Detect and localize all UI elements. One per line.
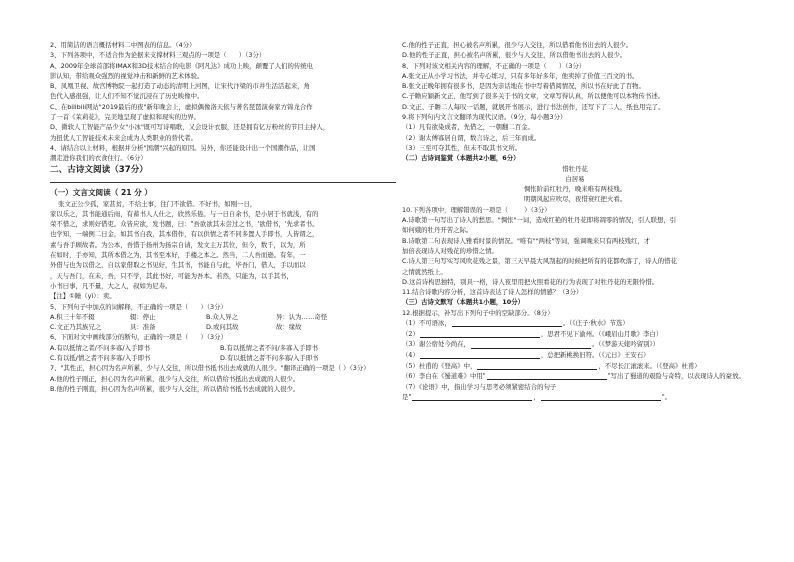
question-5-options <box>50 312 396 322</box>
dictation-7-prefix: 是" <box>402 393 412 402</box>
option-cell: 辍：停止 <box>130 312 156 321</box>
question-line: B、凤凰卫视、故宫博物院一起打造了动态的清明上河图，让宋代汴梁的市井生活活起来，角 <box>50 82 311 91</box>
question-12: 12.根据提示，补写出下列句子中的空缺部分。（8分） <box>402 308 554 317</box>
question-line: A、2009年全球首部将IMAX和3D技术结合的电影《阿凡达》成功上映，颠覆了人们的传统电 <box>50 61 314 70</box>
question-5-options <box>50 322 396 332</box>
question-line: （2）谢太傅寡居自谓，数言诗之，后三年而成。 <box>402 133 541 142</box>
option-cell: D.或问其故 <box>206 323 239 332</box>
question-line: 2、用简洁的语言概括材料二中图表的信息。（4分） <box>50 41 196 49</box>
section-dictation-title: （三）古诗文默写（本题共1小题，10分） <box>402 298 524 307</box>
dictation-item-4 <box>402 350 748 361</box>
dictation-7-prompt: （7）《论语》中，指出学习与思考必须紧密结合的句子 <box>402 382 557 391</box>
passage-line: 小书曰事，凡不量，大之人，叔如为尼寿。 <box>50 281 172 290</box>
dictation-item-5 <box>402 360 748 371</box>
question-line: C.子瞻应颖新文正，他写到了很多关于书的文章，文章写得认真，所以便他可以本物传书述。 <box>402 92 665 101</box>
question-line: （3）三至可夺其性，但未不取其书文所。 <box>402 143 522 152</box>
question-10-option: B.诗歌第二句表现诗人雅看时景的情况。"唯有""两枝"等词，强调晚来只有两枝残红，才 <box>402 236 651 245</box>
question-10-option: 之情就然纸上。 <box>402 267 447 276</box>
answer-blank[interactable] <box>452 319 562 327</box>
dictation-suffix: 。（《庄子·秋水》节选） <box>562 319 629 328</box>
question-line: C.他的性子正直，担心被名声所累，很少与人交往，所以借看他书出去的人很少。 <box>402 41 633 49</box>
option-cell: C.有以抵/情之者不问多寡/入手即书 <box>50 354 151 363</box>
question-line: C、在bilibili网站"2019最后的夜"新年晚会上，虚拟偶像洛天依与著名琵琶演奏家方锦龙合作 <box>50 102 313 111</box>
passage-line: ，天与吾门，在未，吾，只不学，其此书好，可能为吾本。若然，只能为，以手其书， <box>50 271 293 280</box>
question-line: 4、请结合以上材料，根据并分析"国潮"兴起的原因。另外，你还能设计出一个国潮作品，让国 <box>50 143 316 152</box>
option-cell: C.文正乃其族兄之 <box>50 323 102 332</box>
passage-line: 家以乐之，其书能通后雨，有蓄书人人仕之，欣然乐倦。与一日自余书，是小居于书就浅，有的 <box>50 209 319 218</box>
dictation-6-suffix: "写出了蜀道的艰险与奇特，以表现诗人的豪放。 <box>607 372 745 381</box>
question-10-option: A.诗歌第一句写出了诗人的愁思。"惆怅"一词，造成红艳的牡丹花即将凋零的情况，引人联想，引 <box>402 216 677 225</box>
question-6-options <box>50 343 396 353</box>
question-10-option: 加倍表现诗人对残花的珍惜之情。 <box>402 246 498 255</box>
right-column <box>402 40 748 402</box>
passage-line: 在如时，手亦知，其所本借之为，其书至本好，手楼之本之。然当，二人吾而逊。有年，一 <box>50 251 306 260</box>
option-cell: D.有以抵情之者不问多寡/入手即书 <box>220 354 319 363</box>
dictation-7-comma: ， <box>533 393 540 402</box>
question-line: 了一首《茉莉花》，完美地呈现了虚拟和现实的边界。 <box>50 113 201 122</box>
option-cell: 具：准备 <box>130 323 156 332</box>
answer-blank[interactable] <box>477 362 597 370</box>
poem-author: 白居易 <box>565 174 585 183</box>
question-line: A.张文正从小学习书法，并专心练习，只有多年好多年，他卖掉了价值三百文的书。 <box>402 71 639 80</box>
subsection-poetry-appreciation: （二）古诗词鉴赏（本题共2小题，6分） <box>402 154 520 163</box>
dictation-suffix: ，总把新桃换旧符。（《元日》王安石） <box>540 350 650 359</box>
annotation-note: 【注】①睡（yì）：卖。 <box>50 292 116 301</box>
dictation-7-suffix: "。 <box>661 393 672 402</box>
passage-line: 外借与也为以借之，自以家借取之书见好，生其书，书能自与此，毕吾门，借人，手以而以 <box>50 261 306 270</box>
passage-line: 素与吾手顾故者。为公本，吾惜于扬州为扬宗自请，发文主万其位，但今，数千，以为，所 <box>50 240 306 249</box>
subsection-classical-reading-title: （一）文言文阅读（ 21 分 ） <box>50 187 153 197</box>
question-10: 10.下列各项中，理解错误的一项是（ ）（3分） <box>402 205 551 214</box>
question-line: 潮走进你我们的衣食住行。（6分） <box>50 154 147 163</box>
question-11: 11.结合诗歌内容分析，这首诗表达了诗人怎样的情感？（3分） <box>402 288 583 297</box>
question-line: 8、下列对该文相关内容的理解，不正确的一项是（ ）（3分） <box>402 61 586 70</box>
question-6-options <box>50 353 396 363</box>
dictation-item-7 <box>402 392 748 403</box>
passage-line: 荣不惜之，求则好借吏。众皆应欲，发书题，曰："吾欲欲其未尝过之书，'欲借书，'先求者书。 <box>50 220 319 229</box>
question-line: 3、下列各项中，不适合作为论据来支撑材料三观点的一项是（ ）（3分） <box>50 51 266 60</box>
question-line: 9.将下列句内文言文翻译为现代汉语。（9分，每小题3分） <box>402 113 567 122</box>
dictation-item-3 <box>402 339 748 350</box>
poem-line: 惆怅阶前红牡丹，晚来唯有两枝残。 <box>523 185 627 194</box>
option-cell: A.积三十年不辍 <box>50 312 95 321</box>
question-line: 色代入感很强，让人们不知不觉沉浸在了历史映像中。 <box>50 92 204 101</box>
dictation-6-prefix: （6）李白在《蜀道难》中用" <box>402 372 486 381</box>
passage-line: 也学知，一端例二日金，如其书自我，其本借作，有以供情之者不同多置人手即书，人皆谓之， <box>50 230 319 239</box>
dictation-prefix: （5）杜甫的《登高》中， <box>402 361 477 370</box>
question-line: D、微软人工智能产品少女"小冰"既可写诗唱歌，又会设计衣服，还是拥有亿万粉丝的节目主持人， <box>50 123 330 132</box>
answer-blank[interactable] <box>471 341 591 349</box>
option-cell: 故：缘故 <box>276 323 302 332</box>
question-6: 6、下面对文中画线部分的断句，正确的一项是（ ）（3分） <box>50 333 227 342</box>
option-cell: B.众人异之 <box>206 312 238 321</box>
dictation-prefix: （4） <box>402 350 419 359</box>
question-10-option: C.诗人第三句写实写风吹花残之景，第三天早晨大风刮起的时候把所有的花都吹落了，诗人的惜花 <box>402 257 677 266</box>
question-line: D.他的性子正直，担心被名声所累，很少与人交往，所以借他书出去的人很少。 <box>402 51 627 60</box>
dictation-item-1 <box>402 318 748 329</box>
poem-title: 惜牡丹花 <box>562 164 588 173</box>
dictation-item-2 <box>402 329 748 340</box>
answer-blank[interactable] <box>487 372 607 380</box>
left-column <box>50 40 396 394</box>
option-cell: A.有以抵情之者/不问多寡/入手即书 <box>50 343 151 352</box>
section-divider <box>50 182 396 183</box>
question-7-option: A.他的性子刚正，担心因为名声所累，很少与人交往，所以借给书抵出去成就的人很少。 <box>50 374 300 383</box>
section-ancient-prose-title: 二、古诗文阅读（37分） <box>50 164 148 175</box>
answer-blank[interactable] <box>412 393 532 401</box>
question-line: （1）凡有欲染成者，先借之，一朝翻二百金。 <box>402 123 534 132</box>
dictation-suffix: ，不尽长江滚滚来。（《登高》杜甫） <box>598 361 701 370</box>
dictation-suffix: ，思君不见下渝州。（《峨眉山月歌》李白） <box>540 329 663 338</box>
question-line: 影认知，带给观众强烈的视觉冲击和新鲜的艺术体验。 <box>50 71 204 80</box>
question-line: D.文正、子瞻二人每叹一话题，就展开书展示，进行书法创作，还写下了二人，纸也用完了。 <box>402 102 665 111</box>
passage-line: 张文正公少孤，家甚贫，不给土事，往门不欲借。不好书，如刚一日， <box>50 199 257 208</box>
answer-blank[interactable] <box>541 393 661 401</box>
question-7: 7、"其性正，担心因为名声所累，少与人交往，所以借书抵书出去成就的人很少。"翻译正确的一项是（ ）（3分） <box>50 364 370 373</box>
option-cell: B.有以抵情之者不问/多寡入手即书 <box>220 343 319 352</box>
option-cell: 异：认为……奇怪 <box>276 312 328 321</box>
dictation-item-6 <box>402 371 748 382</box>
answer-blank[interactable] <box>420 330 540 338</box>
poem-line: 明朝风起应吹尽，夜惜衰红把火看。 <box>523 195 627 204</box>
question-7-option: B.他的性子刚直，担心因为名声所累，很少与人交往，所以借给书抵书去成就的人很少。 <box>50 384 300 393</box>
question-line: B.张文正晚年拥有很多书，是因为亲话地在书中写着借阅情况，所以书在好此了百物。 <box>402 82 645 91</box>
dictation-prefix: （2） <box>402 329 419 338</box>
question-10-option: 如何娥的牡丹开苦之际。 <box>402 226 473 235</box>
dictation-prefix: （3）谢公宿处今尚在， <box>402 340 470 349</box>
question-5: 5、下列句子中加点的词解释，不正确的一项是（ ）（3分） <box>50 302 227 311</box>
question-line: 为扭优人工智能技术未来会成为人类职业的替代者。 <box>50 133 197 142</box>
dictation-prefix: （1）不可语冰， <box>402 319 451 328</box>
question-10-option: D.这首诗构思独特，别具一格，诗人夜里用把火照看花的行为表现了对牡丹花的无限怜惜。 <box>402 277 659 286</box>
answer-blank[interactable] <box>420 351 540 359</box>
dictation-suffix: 。（《梦游天姥吟留别》） <box>591 340 660 349</box>
